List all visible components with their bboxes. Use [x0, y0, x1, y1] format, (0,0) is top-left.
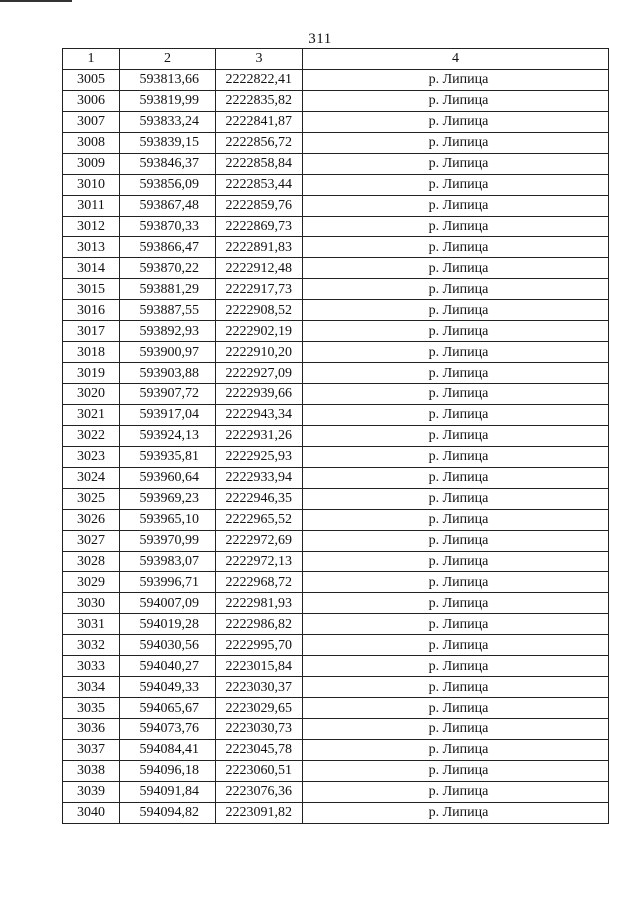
table-row: [63, 384, 609, 405]
table-row: [63, 174, 609, 195]
x-coordinate-cell: 593996,71: [120, 572, 216, 593]
table-row: [63, 153, 609, 174]
description-cell: р. Липица: [303, 635, 609, 656]
table-row: [63, 258, 609, 279]
table-row: [63, 237, 609, 258]
y-coordinate-cell: 2222965,52: [216, 509, 303, 530]
y-coordinate-cell: 2222981,93: [216, 593, 303, 614]
point-number-cell: 3037: [63, 739, 120, 760]
x-coordinate-cell: 593819,99: [120, 90, 216, 111]
x-coordinate-cell: 594065,67: [120, 698, 216, 719]
point-number-cell: 3014: [63, 258, 120, 279]
y-coordinate-cell: 2223045,78: [216, 739, 303, 760]
table-header-row: [63, 49, 609, 70]
point-number-cell: 3027: [63, 530, 120, 551]
point-number-cell: 3025: [63, 488, 120, 509]
point-number-cell: 3013: [63, 237, 120, 258]
x-coordinate-cell: 594040,27: [120, 656, 216, 677]
point-number-cell: 3010: [63, 174, 120, 195]
point-number-cell: 3032: [63, 635, 120, 656]
y-coordinate-cell: 2222822,41: [216, 69, 303, 90]
x-coordinate-cell: 593917,04: [120, 404, 216, 425]
point-number-cell: 3011: [63, 195, 120, 216]
y-coordinate-cell: 2222891,83: [216, 237, 303, 258]
y-coordinate-cell: 2222869,73: [216, 216, 303, 237]
description-cell: р. Липица: [303, 551, 609, 572]
point-number-cell: 3023: [63, 446, 120, 467]
x-coordinate-cell: 594094,82: [120, 802, 216, 823]
description-cell: р. Липица: [303, 300, 609, 321]
point-number-cell: 3020: [63, 384, 120, 405]
table-row: [63, 321, 609, 342]
description-cell: р. Липица: [303, 342, 609, 363]
point-number-cell: 3019: [63, 363, 120, 384]
x-coordinate-cell: 593870,33: [120, 216, 216, 237]
table-row: [63, 677, 609, 698]
x-coordinate-cell: 594096,18: [120, 760, 216, 781]
y-coordinate-cell: 2222972,13: [216, 551, 303, 572]
x-coordinate-cell: 594049,33: [120, 677, 216, 698]
table-row: [63, 614, 609, 635]
description-cell: р. Липица: [303, 363, 609, 384]
table-row: [63, 404, 609, 425]
point-number-cell: 3016: [63, 300, 120, 321]
y-coordinate-cell: 2222943,34: [216, 404, 303, 425]
table-row: [63, 195, 609, 216]
corner-mark: [0, 0, 72, 2]
y-coordinate-cell: 2222931,26: [216, 425, 303, 446]
description-cell: р. Липица: [303, 216, 609, 237]
table-row: [63, 446, 609, 467]
point-number-cell: 3039: [63, 781, 120, 802]
x-coordinate-cell: 593870,22: [120, 258, 216, 279]
x-coordinate-cell: 593856,09: [120, 174, 216, 195]
page-number: 311: [308, 31, 332, 47]
x-coordinate-cell: 593887,55: [120, 300, 216, 321]
y-coordinate-cell: 2222908,52: [216, 300, 303, 321]
x-coordinate-cell: 593935,81: [120, 446, 216, 467]
column-header-2: 2: [120, 49, 216, 70]
column-header-1: 1: [63, 49, 120, 70]
description-cell: р. Липица: [303, 530, 609, 551]
x-coordinate-cell: 593907,72: [120, 384, 216, 405]
x-coordinate-cell: 594030,56: [120, 635, 216, 656]
point-number-cell: 3007: [63, 111, 120, 132]
point-number-cell: 3035: [63, 698, 120, 719]
table-row: [63, 593, 609, 614]
table-row: [63, 656, 609, 677]
description-cell: р. Липица: [303, 404, 609, 425]
x-coordinate-cell: 593867,48: [120, 195, 216, 216]
description-cell: р. Липица: [303, 698, 609, 719]
description-cell: р. Липица: [303, 781, 609, 802]
point-number-cell: 3006: [63, 90, 120, 111]
table-row: [63, 90, 609, 111]
table-row: [63, 719, 609, 740]
description-cell: р. Липица: [303, 384, 609, 405]
description-cell: р. Липица: [303, 593, 609, 614]
description-cell: р. Липица: [303, 195, 609, 216]
table-row: [63, 342, 609, 363]
table-row: [63, 572, 609, 593]
description-cell: р. Липица: [303, 279, 609, 300]
point-number-cell: 3018: [63, 342, 120, 363]
y-coordinate-cell: 2223015,84: [216, 656, 303, 677]
description-cell: р. Липица: [303, 258, 609, 279]
point-number-cell: 3036: [63, 719, 120, 740]
point-number-cell: 3015: [63, 279, 120, 300]
description-cell: р. Липица: [303, 237, 609, 258]
y-coordinate-cell: 2222902,19: [216, 321, 303, 342]
y-coordinate-cell: 2222968,72: [216, 572, 303, 593]
y-coordinate-cell: 2223091,82: [216, 802, 303, 823]
table-row: [63, 300, 609, 321]
point-number-cell: 3029: [63, 572, 120, 593]
column-header-3: 3: [216, 49, 303, 70]
description-cell: р. Липица: [303, 69, 609, 90]
description-cell: р. Липица: [303, 111, 609, 132]
y-coordinate-cell: 2222933,94: [216, 467, 303, 488]
x-coordinate-cell: 593970,99: [120, 530, 216, 551]
description-cell: р. Липица: [303, 614, 609, 635]
point-number-cell: 3028: [63, 551, 120, 572]
point-number-cell: 3040: [63, 802, 120, 823]
table-row: [63, 760, 609, 781]
table-row: [63, 279, 609, 300]
point-number-cell: 3005: [63, 69, 120, 90]
description-cell: р. Липица: [303, 719, 609, 740]
y-coordinate-cell: 2222858,84: [216, 153, 303, 174]
y-coordinate-cell: 2222853,44: [216, 174, 303, 195]
table-row: [63, 530, 609, 551]
description-cell: р. Липица: [303, 656, 609, 677]
table-row: [63, 467, 609, 488]
point-number-cell: 3021: [63, 404, 120, 425]
description-cell: р. Липица: [303, 153, 609, 174]
table-row: [63, 509, 609, 530]
table-body: [63, 69, 609, 823]
description-cell: р. Липица: [303, 572, 609, 593]
table-row: [63, 132, 609, 153]
y-coordinate-cell: 2222946,35: [216, 488, 303, 509]
coordinates-table: [62, 48, 609, 824]
x-coordinate-cell: 594019,28: [120, 614, 216, 635]
description-cell: р. Липица: [303, 802, 609, 823]
x-coordinate-cell: 593833,24: [120, 111, 216, 132]
description-cell: р. Липица: [303, 677, 609, 698]
x-coordinate-cell: 593846,37: [120, 153, 216, 174]
y-coordinate-cell: 2222910,20: [216, 342, 303, 363]
description-cell: р. Липица: [303, 425, 609, 446]
point-number-cell: 3017: [63, 321, 120, 342]
x-coordinate-cell: 593839,15: [120, 132, 216, 153]
description-cell: р. Липица: [303, 321, 609, 342]
y-coordinate-cell: 2223076,36: [216, 781, 303, 802]
point-number-cell: 3022: [63, 425, 120, 446]
description-cell: р. Липица: [303, 488, 609, 509]
point-number-cell: 3009: [63, 153, 120, 174]
x-coordinate-cell: 593892,93: [120, 321, 216, 342]
point-number-cell: 3031: [63, 614, 120, 635]
x-coordinate-cell: 593881,29: [120, 279, 216, 300]
point-number-cell: 3038: [63, 760, 120, 781]
table-row: [63, 216, 609, 237]
x-coordinate-cell: 593813,66: [120, 69, 216, 90]
x-coordinate-cell: 593965,10: [120, 509, 216, 530]
y-coordinate-cell: 2223029,65: [216, 698, 303, 719]
y-coordinate-cell: 2222939,66: [216, 384, 303, 405]
table-row: [63, 425, 609, 446]
y-coordinate-cell: 2222972,69: [216, 530, 303, 551]
table-row: [63, 802, 609, 823]
y-coordinate-cell: 2223060,51: [216, 760, 303, 781]
description-cell: р. Липица: [303, 90, 609, 111]
description-cell: р. Липица: [303, 174, 609, 195]
y-coordinate-cell: 2222856,72: [216, 132, 303, 153]
x-coordinate-cell: 593900,97: [120, 342, 216, 363]
y-coordinate-cell: 2222917,73: [216, 279, 303, 300]
description-cell: р. Липица: [303, 760, 609, 781]
table-row: [63, 739, 609, 760]
point-number-cell: 3024: [63, 467, 120, 488]
y-coordinate-cell: 2222835,82: [216, 90, 303, 111]
table-row: [63, 551, 609, 572]
y-coordinate-cell: 2222986,82: [216, 614, 303, 635]
point-number-cell: 3033: [63, 656, 120, 677]
y-coordinate-cell: 2223030,37: [216, 677, 303, 698]
x-coordinate-cell: 593924,13: [120, 425, 216, 446]
point-number-cell: 3030: [63, 593, 120, 614]
y-coordinate-cell: 2223030,73: [216, 719, 303, 740]
y-coordinate-cell: 2222841,87: [216, 111, 303, 132]
description-cell: р. Липица: [303, 509, 609, 530]
y-coordinate-cell: 2222927,09: [216, 363, 303, 384]
x-coordinate-cell: 594073,76: [120, 719, 216, 740]
table-row: [63, 781, 609, 802]
table-row: [63, 635, 609, 656]
table-row: [63, 69, 609, 90]
description-cell: р. Липица: [303, 467, 609, 488]
x-coordinate-cell: 594007,09: [120, 593, 216, 614]
x-coordinate-cell: 594091,84: [120, 781, 216, 802]
y-coordinate-cell: 2222859,76: [216, 195, 303, 216]
point-number-cell: 3034: [63, 677, 120, 698]
table-row: [63, 698, 609, 719]
description-cell: р. Липица: [303, 739, 609, 760]
x-coordinate-cell: 593866,47: [120, 237, 216, 258]
description-cell: р. Липица: [303, 132, 609, 153]
x-coordinate-cell: 593983,07: [120, 551, 216, 572]
y-coordinate-cell: 2222995,70: [216, 635, 303, 656]
column-header-4: 4: [303, 49, 609, 70]
x-coordinate-cell: 594084,41: [120, 739, 216, 760]
point-number-cell: 3012: [63, 216, 120, 237]
point-number-cell: 3026: [63, 509, 120, 530]
table-row: [63, 363, 609, 384]
x-coordinate-cell: 593960,64: [120, 467, 216, 488]
table-row: [63, 488, 609, 509]
y-coordinate-cell: 2222912,48: [216, 258, 303, 279]
x-coordinate-cell: 593903,88: [120, 363, 216, 384]
description-cell: р. Липица: [303, 446, 609, 467]
x-coordinate-cell: 593969,23: [120, 488, 216, 509]
table-row: [63, 111, 609, 132]
point-number-cell: 3008: [63, 132, 120, 153]
y-coordinate-cell: 2222925,93: [216, 446, 303, 467]
